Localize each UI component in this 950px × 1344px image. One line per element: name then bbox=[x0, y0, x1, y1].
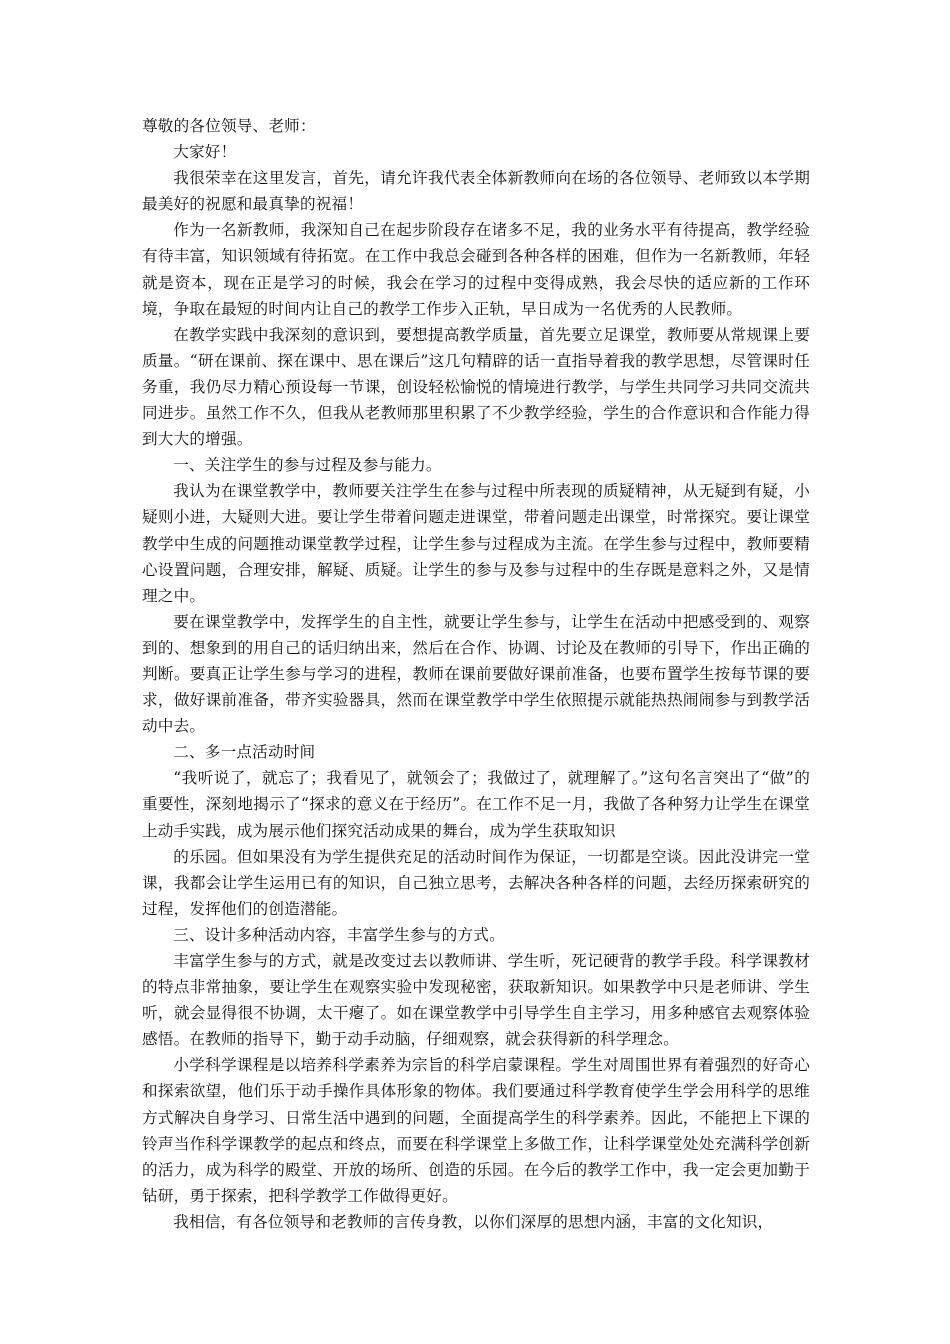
paragraph-science-course: 小学科学课程是以培养科学素养为宗旨的科学启蒙课程。学生对周围世界有着强烈的好奇心和探索欲望，他们乐于动手操作具体形象的物体。我们要通过科学教育使学生学会用科学的思维方式解决自身学习、日常生活中遇到的问题，全面提高学生的科学素养。因此，不能把上下课的铃声当作科学课教学的起点和终点，而要在科学课堂上多做工作，让科学课堂处处充满科学创新的活力，成为科学的殿堂、开放的场所、创造的乐园。在今后的教学工作中，我一定会更加勤于钻研，勇于探索，把科学教学工作做得更好。 bbox=[142, 1056, 810, 1205]
paragraph-closing: 我相信，有各位领导和老教师的言传身教，以你们深厚的思想内涵，丰富的文化知识， bbox=[173, 1212, 774, 1231]
paragraph-participation: 我认为在课堂教学中，教师要关注学生在参与过程中所表现的质疑精神，从无疑到有疑，小疑则小进，大疑则大进。要让学生带着问题走进课堂，带着问题走出课堂，时常探究。要让课堂教学中生成的问题推动课堂教学过程，让学生参与过程成为主流。在学生参与过程中，教师要精心设置问题，合理安排，解疑、质疑。让学生的参与及参与过程中的生存既是意料之外，又是情理之中。 bbox=[142, 482, 810, 605]
greeting: 大家好！ bbox=[173, 143, 237, 162]
paragraph-intro: 我很荣幸在这里发言，首先，请允许我代表全体新教师向在场的各位领导、老师致以本学期最美好的祝愿和最真挚的祝福！ bbox=[142, 169, 810, 214]
section-heading-2: 二、多一点活动时间 bbox=[173, 743, 316, 762]
paragraph-activity-time: 的乐园。但如果没有为学生提供充足的活动时间作为保证，一切都是空谈。因此没讲完一堂课，我都会让学生运用已有的知识，自己独立思考，去解决各种各样的问题，去经历探索研究的过程，发挥他们的创造潜能。 bbox=[142, 847, 810, 918]
paragraph-methods: 丰富学生参与的方式，就是改变过去以教师讲、学生听，死记硬背的教学手段。科学课教材的特点非常抽象，要让学生在观察实验中发现秘密，获取新知识。如果教学中只是老师讲、学生听，就会显得很不协调，太干瘪了。如在课堂教学中引导学生自主学习，用多种感官去观察体验感悟。在教师的指导下，勤于动手动脑，仔细观察，就会获得新的科学理念。 bbox=[142, 952, 810, 1049]
paragraph-autonomy: 要在课堂教学中，发挥学生的自主性，就要让学生参与，让学生在活动中把感受到的、观察到的、想象到的用自己的话归纳出来，然后在合作、协调、讨论及在教师的引导下，作出正确的判断。要真正让学生参与学习的进程，教师在课前要做好课前准备，也要布置学生按每节课的要求，做好课前准备，带齐实验器具，然而在课堂教学中学生依照提示就能热热闹闹参与到教学活动中去。 bbox=[142, 612, 810, 736]
paragraph-teaching-practice: 在教学实践中我深刻的意识到，要想提高教学质量，首先要立足课堂，教师要从常规课上要质量。“研在课前、探在课中、思在课后”这几句精辟的话一直指导着我的教学思想，尽管课时任务重，我仍尽力精心预设每一节课，创设轻松愉悦的情境进行教学，与学生共同学习共同交流共同进步。虽然工作不久，但我从老教师那里积累了不少教学经验，学生的合作意识和合作能力得到大大的增强。 bbox=[142, 325, 810, 449]
section-heading-1: 一、关注学生的参与过程及参与能力。 bbox=[173, 456, 442, 475]
section-heading-3: 三、设计多种活动内容，丰富学生参与的方式。 bbox=[173, 925, 505, 944]
salutation: 尊敬的各位领导、老师： bbox=[142, 117, 316, 135]
paragraph-quote: “我听说了，就忘了；我看见了，就领会了；我做过了，就理解了。”这句名言突出了“做”的重要性，深刻地揭示了“探求的意义在于经历”。在工作不足一月，我做了各种努力让学生在课堂上动手实践，成为展示他们探究活动成果的舞台，成为学生获取知识 bbox=[142, 769, 810, 840]
paragraph-self-assessment: 作为一名新教师，我深知自己在起步阶段存在诸多不足，我的业务水平有待提高，教学经验有待丰富，知识领域有待拓宽。在工作中我总会碰到各种各样的困难，但作为一名新教师，年轻就是资本，现在正是学习的时候，我会在学习的过程中变得成熟，我会尽快的适应新的工作环境，争取在最短的时间内让自己的教学工作步入正轨，早日成为一名优秀的人民教师。 bbox=[142, 221, 810, 318]
document-body bbox=[142, 113, 810, 1235]
